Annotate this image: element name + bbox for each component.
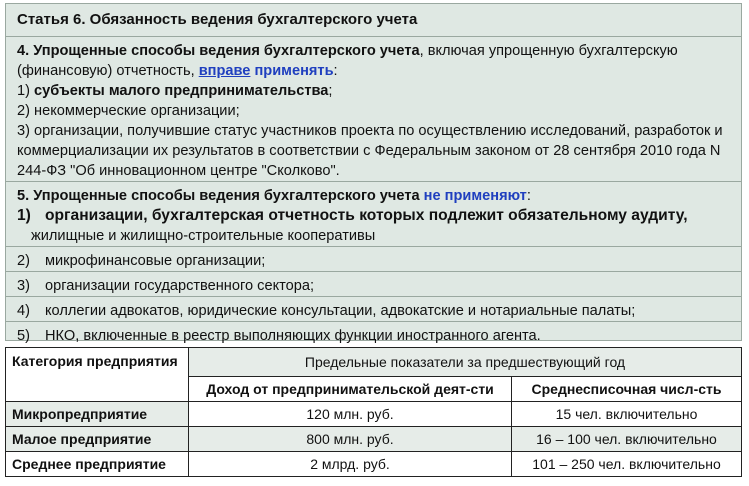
section-4-item-1 — [17, 81, 731, 101]
keyword-vprave: вправе — [198, 63, 251, 79]
section-5 — [17, 186, 731, 346]
row-income: 120 млн. руб. — [189, 402, 512, 427]
item-number: 3) — [17, 278, 30, 294]
item-text: микрофинансовые организации; — [45, 253, 266, 269]
table-row — [6, 427, 742, 452]
item-number: 5) — [17, 328, 30, 344]
divider — [6, 321, 741, 322]
section-4 — [17, 41, 731, 181]
item-number: 2) — [17, 253, 30, 269]
keyword-primenyat: применять — [254, 63, 334, 79]
keyword-ne-primenyayut: не применяют — [423, 188, 527, 204]
section-4-item-2: 2) некоммерческие организации; — [17, 103, 240, 119]
item-bold-text: субъекты малого предпринимательства — [34, 83, 329, 99]
section-4-colon: : — [333, 63, 338, 79]
row-staff: 16 – 100 чел. включительно — [512, 427, 742, 452]
divider — [6, 296, 741, 297]
section-4-lead-rest: , включая упрощенную бухгалтерскую (финансовую) отчетность, — [17, 43, 678, 79]
section-4-lead-bold: 4. Упрощенные способы ведения бухгалтерского учета — [17, 43, 420, 59]
item-text: организации государственного сектора; — [45, 278, 315, 294]
header-limits: Предельные показатели за предшествующий год — [189, 348, 742, 377]
item-text: коллегии адвокатов, юридические консультации, адвокатские и нотариальные палаты; — [45, 303, 636, 319]
item-bold-text: организации, бухгалтерская отчетность которых подлежит обязательному аудиту, — [45, 207, 688, 224]
item-number: 4) — [17, 303, 30, 319]
row-category-name: Малое предприятие — [6, 427, 189, 452]
header-staff: Среднесписочная числ-сть — [512, 377, 742, 402]
item-text: НКО, включенные в реестр выполняющих функции иностранного агента. — [45, 328, 541, 344]
section-5-item-2 — [17, 251, 731, 271]
section-4-lead — [17, 41, 731, 81]
divider — [6, 36, 741, 37]
row-income: 2 млрд. руб. — [189, 452, 512, 477]
table-header-row — [6, 348, 742, 377]
section-5-lead — [17, 186, 731, 206]
section-5-colon: : — [526, 188, 531, 204]
table-row — [6, 452, 742, 477]
article-panel — [5, 3, 742, 344]
section-5-lead-bold: 5. Упрощенные способы ведения бухгалтерского учета — [17, 188, 420, 204]
header-category: Категория предприятия — [6, 348, 189, 402]
divider — [6, 271, 741, 272]
item-tail: ; — [328, 83, 333, 99]
enterprise-criteria-table — [5, 347, 742, 477]
section-4-item-3: 3) организации, получившие статус участников проекта по осуществлению исследований, разработок и коммерциализации их результатов в соответствии с Федеральным законом от 28 сентября 2010 года N 244-ФЗ "Об инновационном центре "Сколково". — [17, 123, 723, 179]
row-income: 800 млн. руб. — [189, 427, 512, 452]
table-row — [6, 402, 742, 427]
row-category-name: Микропредприятие — [6, 402, 189, 427]
item-number: 1) — [17, 207, 31, 224]
row-staff: 101 – 250 чел. включительно — [512, 452, 742, 477]
section-5-item-4 — [17, 301, 731, 321]
section-5-item-5 — [17, 326, 731, 346]
divider — [6, 181, 741, 182]
row-category-name: Среднее предприятие — [6, 452, 189, 477]
section-5-item-3 — [17, 276, 731, 296]
divider — [6, 246, 741, 247]
section-5-item-1-continuation: жилищные и жилищно-строительные кооперативы — [31, 228, 376, 244]
article-title: Статья 6. Обязанность ведения бухгалтерского учета — [17, 11, 418, 28]
section-5-item-1 — [17, 206, 731, 226]
row-staff: 15 чел. включительно — [512, 402, 742, 427]
item-number: 1) — [17, 83, 30, 99]
header-income: Доход от предпринимательской деят-сти — [189, 377, 512, 402]
